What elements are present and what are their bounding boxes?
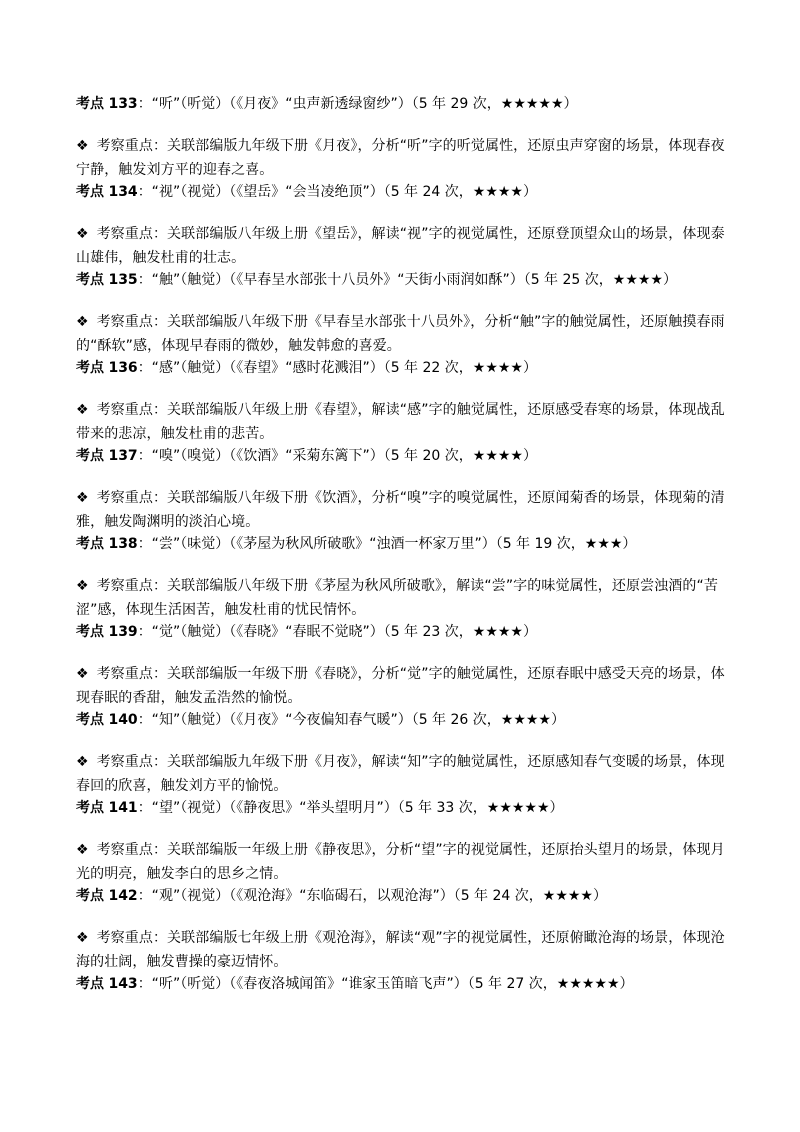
exam-point-title [76, 358, 736, 378]
exam-point-number: 141 [108, 800, 138, 816]
exam-point-title [76, 974, 736, 994]
exam-point-label: 考点 [76, 712, 104, 728]
exam-point-number: 136 [108, 360, 138, 376]
exam-point-label: 考点 [76, 96, 104, 112]
exam-point-description [76, 134, 736, 182]
exam-point-heading: ：“知”（触觉）（《月夜》“今夜偏知春气暖”）（5 年 26 次，★★★★） [137, 712, 565, 728]
exam-point-number: 134 [108, 184, 138, 200]
exam-point-number: 140 [108, 712, 138, 728]
exam-point-title [76, 886, 736, 906]
diamond-bullet-icon: ❖ [76, 842, 89, 858]
exam-point-title [76, 798, 736, 818]
exam-point-description [76, 838, 736, 886]
exam-point-138 [76, 534, 736, 622]
exam-point-number: 142 [108, 888, 138, 904]
exam-point-title [76, 446, 736, 466]
exam-point-focus-text: 考察重点：关联部编版八年级下册《饮酒》，分析“嗅”字的嗅觉属性，还原闻菊香的场景，体现菊的清雅，触发陶渊明的淡泊心境。 [76, 490, 725, 530]
exam-point-label: 考点 [76, 624, 104, 640]
diamond-bullet-icon: ❖ [76, 402, 89, 418]
exam-point-heading: ：“觉”（触觉）（《春晓》“春眠不觉晓”）（5 年 23 次，★★★★） [137, 624, 537, 640]
exam-point-title [76, 534, 736, 554]
exam-point-number: 137 [108, 448, 138, 464]
exam-point-focus-text: 考察重点：关联部编版九年级下册《月夜》，解读“知”字的触觉属性，还原感知春气变暖的场景，体现春回的欣喜，触发刘方平的愉悦。 [76, 754, 725, 794]
exam-point-label: 考点 [76, 272, 104, 288]
exam-point-139 [76, 622, 736, 710]
exam-point-focus-text: 考察重点：关联部编版一年级上册《静夜思》，分析“望”字的视觉属性，还原抬头望月的场景，体现月光的明亮，触发李白的思乡之情。 [76, 842, 725, 882]
exam-point-label: 考点 [76, 536, 104, 552]
exam-point-label: 考点 [76, 448, 104, 464]
exam-point-140 [76, 710, 736, 798]
exam-point-133 [76, 94, 736, 182]
exam-point-heading: ：“听”（听觉）（《春夜洛城闻笛》“谁家玉笛暗飞声”）（5 年 27 次，★★★★★） [137, 976, 634, 992]
exam-point-label: 考点 [76, 184, 104, 200]
diamond-bullet-icon: ❖ [76, 754, 89, 770]
exam-point-title [76, 622, 736, 642]
exam-point-143 [76, 974, 736, 994]
diamond-bullet-icon: ❖ [76, 226, 89, 242]
exam-point-142 [76, 886, 736, 974]
exam-point-focus-text: 考察重点：关联部编版一年级下册《春晓》，分析“觉”字的触觉属性，还原春眠中感受天亮的场景，体现春眠的香甜，触发孟浩然的愉悦。 [76, 666, 725, 706]
exam-point-label: 考点 [76, 360, 104, 376]
exam-point-focus-text: 考察重点：关联部编版七年级上册《观沧海》，解读“观”字的视觉属性，还原俯瞰沧海的场景，体现沧海的壮阔，触发曹操的豪迈情怀。 [76, 930, 725, 970]
exam-point-description [76, 222, 736, 270]
exam-point-focus-text: 考察重点：关联部编版八年级下册《茅屋为秋风所破歌》，解读“尝”字的味觉属性，还原尝浊酒的“苦涩”感，体现生活困苦，触发杜甫的忧民情怀。 [76, 578, 718, 618]
exam-point-description [76, 662, 736, 710]
exam-point-description [76, 926, 736, 974]
exam-point-label: 考点 [76, 976, 104, 992]
diamond-bullet-icon: ❖ [76, 578, 89, 594]
diamond-bullet-icon: ❖ [76, 138, 89, 154]
exam-point-134 [76, 182, 736, 270]
exam-point-heading: ：“嗅”（嗅觉）（《饮酒》“采菊东篱下”）（5 年 20 次，★★★★） [137, 448, 537, 464]
exam-point-141 [76, 798, 736, 886]
exam-point-title [76, 270, 736, 290]
exam-point-description [76, 486, 736, 534]
exam-point-title [76, 710, 736, 730]
exam-point-heading: ：“感”（触觉）（《春望》“感时花溅泪”）（5 年 22 次，★★★★） [137, 360, 537, 376]
exam-point-136 [76, 358, 736, 446]
exam-point-heading: ：“望”（视觉）（《静夜思》“举头望明月”）（5 年 33 次，★★★★★） [137, 800, 564, 816]
exam-point-number: 135 [108, 272, 138, 288]
exam-point-137 [76, 446, 736, 534]
exam-point-label: 考点 [76, 800, 104, 816]
exam-point-description [76, 310, 736, 358]
exam-point-description [76, 398, 736, 446]
diamond-bullet-icon: ❖ [76, 666, 89, 682]
exam-point-focus-text: 考察重点：关联部编版八年级上册《春望》，解读“感”字的触觉属性，还原感受春寒的场景，体现战乱带来的悲凉，触发杜甫的悲苦。 [76, 402, 725, 442]
exam-point-135 [76, 270, 736, 358]
exam-point-heading: ：“观”（视觉）（《观沧海》“东临碣石，以观沧海”）（5 年 24 次，★★★★） [137, 888, 607, 904]
exam-point-focus-text: 考察重点：关联部编版八年级下册《早春呈水部张十八员外》，分析“触”字的触觉属性，还原触摸春雨的“酥软”感，体现早春雨的微妙，触发韩愈的喜爱。 [76, 314, 725, 354]
exam-point-description [76, 750, 736, 798]
exam-point-title [76, 182, 736, 202]
exam-point-heading: ：“触”（触觉）（《早春呈水部张十八员外》“天街小雨润如酥”）（5 年 25 次，★★★★） [137, 272, 677, 288]
exam-point-number: 139 [108, 624, 138, 640]
exam-point-number: 138 [108, 536, 138, 552]
diamond-bullet-icon: ❖ [76, 314, 89, 330]
exam-point-number: 143 [108, 976, 138, 992]
exam-point-heading: ：“听”（听觉）（《月夜》“虫声新透绿窗纱”）（5 年 29 次，★★★★★） [137, 96, 578, 112]
diamond-bullet-icon: ❖ [76, 930, 89, 946]
exam-point-heading: ：“尝”（味觉）（《茅屋为秋风所破歌》“浊酒一杯家万里”）（5 年 19 次，★★★） [137, 536, 637, 552]
exam-point-focus-text: 考察重点：关联部编版九年级下册《月夜》，分析“听”字的听觉属性，还原虫声穿窗的场景，体现春夜宁静，触发刘方平的迎春之喜。 [76, 138, 725, 178]
diamond-bullet-icon: ❖ [76, 490, 89, 506]
exam-point-focus-text: 考察重点：关联部编版八年级上册《望岳》，解读“视”字的视觉属性，还原登顶望众山的场景，体现泰山雄伟，触发杜甫的壮志。 [76, 226, 725, 266]
exam-point-title [76, 94, 736, 114]
exam-point-number: 133 [108, 96, 138, 112]
exam-point-heading: ：“视”（视觉）（《望岳》“会当凌绝顶”）（5 年 24 次，★★★★） [137, 184, 537, 200]
exam-point-description [76, 574, 736, 622]
exam-point-label: 考点 [76, 888, 104, 904]
